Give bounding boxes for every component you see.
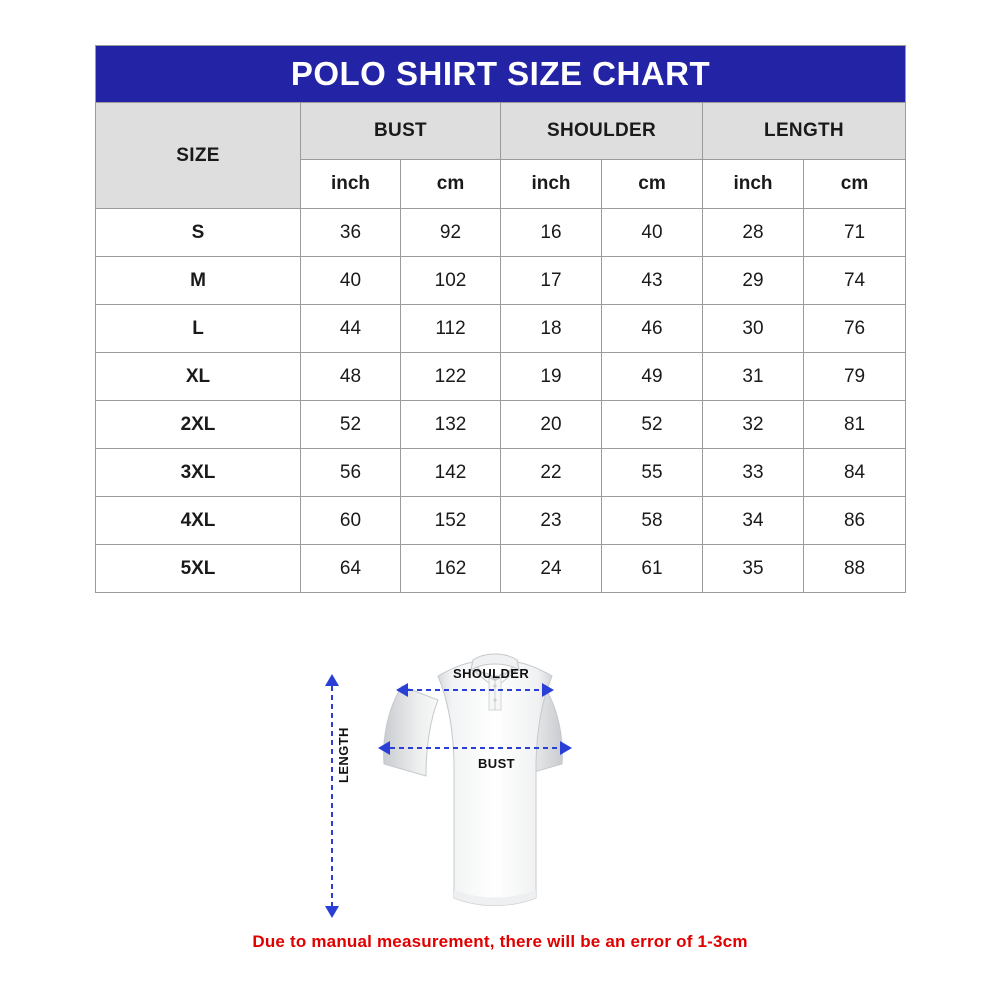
cell-bust-cm: 112 [401, 305, 501, 353]
cell-size: 5XL [96, 545, 301, 593]
unit-shoulder-inch: inch [501, 160, 602, 209]
cell-shoulder-cm: 61 [602, 545, 703, 593]
unit-length-cm: cm [804, 160, 906, 209]
cell-bust-cm: 132 [401, 401, 501, 449]
page-title: POLO SHIRT SIZE CHART [290, 55, 711, 92]
shoulder-label: SHOULDER [453, 666, 530, 681]
unit-bust-inch: inch [301, 160, 401, 209]
cell-shoulder-inch: 17 [501, 257, 602, 305]
cell-bust-inch: 64 [301, 545, 401, 593]
cell-length-inch: 34 [703, 497, 804, 545]
cell-length-inch: 33 [703, 449, 804, 497]
cell-bust-inch: 52 [301, 401, 401, 449]
cell-bust-inch: 48 [301, 353, 401, 401]
cell-shoulder-cm: 40 [602, 209, 703, 257]
chart-title-cell [96, 46, 906, 103]
cell-length-inch: 30 [703, 305, 804, 353]
cell-length-cm: 76 [804, 305, 906, 353]
cell-length-cm: 84 [804, 449, 906, 497]
header-shoulder: SHOULDER [501, 103, 703, 160]
table-row [96, 497, 906, 545]
cell-shoulder-inch: 18 [501, 305, 602, 353]
cell-bust-inch: 36 [301, 209, 401, 257]
table-row [96, 401, 906, 449]
chart-title-row [96, 46, 906, 103]
cell-shoulder-cm: 46 [602, 305, 703, 353]
cell-size: 3XL [96, 449, 301, 497]
cell-shoulder-inch: 16 [501, 209, 602, 257]
cell-size: S [96, 209, 301, 257]
cell-size: XL [96, 353, 301, 401]
cell-size: M [96, 257, 301, 305]
cell-shoulder-inch: 23 [501, 497, 602, 545]
cell-length-inch: 32 [703, 401, 804, 449]
header-length: LENGTH [703, 103, 906, 160]
cell-shoulder-inch: 24 [501, 545, 602, 593]
size-chart-table [95, 45, 906, 593]
cell-shoulder-cm: 43 [602, 257, 703, 305]
cell-length-inch: 29 [703, 257, 804, 305]
length-label: LENGTH [336, 727, 351, 783]
cell-length-cm: 74 [804, 257, 906, 305]
table-row [96, 449, 906, 497]
cell-length-cm: 81 [804, 401, 906, 449]
table-row [96, 305, 906, 353]
cell-size: L [96, 305, 301, 353]
cell-length-inch: 28 [703, 209, 804, 257]
table-row [96, 209, 906, 257]
cell-bust-cm: 142 [401, 449, 501, 497]
cell-shoulder-inch: 20 [501, 401, 602, 449]
cell-length-cm: 79 [804, 353, 906, 401]
cell-shoulder-cm: 49 [602, 353, 703, 401]
cell-length-inch: 35 [703, 545, 804, 593]
bust-label: BUST [478, 756, 515, 771]
cell-shoulder-inch: 19 [501, 353, 602, 401]
cell-bust-inch: 44 [301, 305, 401, 353]
cell-size: 2XL [96, 401, 301, 449]
cell-shoulder-cm: 52 [602, 401, 703, 449]
table-row [96, 353, 906, 401]
cell-bust-cm: 162 [401, 545, 501, 593]
cell-length-cm: 88 [804, 545, 906, 593]
size-chart-table-wrapper [95, 45, 905, 593]
unit-shoulder-cm: cm [602, 160, 703, 209]
unit-bust-cm: cm [401, 160, 501, 209]
cell-length-cm: 71 [804, 209, 906, 257]
cell-bust-inch: 56 [301, 449, 401, 497]
cell-bust-inch: 60 [301, 497, 401, 545]
cell-shoulder-inch: 22 [501, 449, 602, 497]
table-row [96, 257, 906, 305]
measurement-illustration [336, 628, 670, 928]
cell-bust-inch: 40 [301, 257, 401, 305]
unit-length-inch: inch [703, 160, 804, 209]
table-row [96, 545, 906, 593]
cell-bust-cm: 152 [401, 497, 501, 545]
cell-bust-cm: 102 [401, 257, 501, 305]
cell-shoulder-cm: 58 [602, 497, 703, 545]
measurement-note: Due to manual measurement, there will be an error of 1-3cm [252, 932, 748, 951]
header-bust: BUST [301, 103, 501, 160]
cell-length-inch: 31 [703, 353, 804, 401]
cell-size: 4XL [96, 497, 301, 545]
cell-length-cm: 86 [804, 497, 906, 545]
cell-bust-cm: 92 [401, 209, 501, 257]
chart-header-row [96, 103, 906, 160]
header-size: SIZE [96, 103, 301, 209]
cell-bust-cm: 122 [401, 353, 501, 401]
cell-shoulder-cm: 55 [602, 449, 703, 497]
